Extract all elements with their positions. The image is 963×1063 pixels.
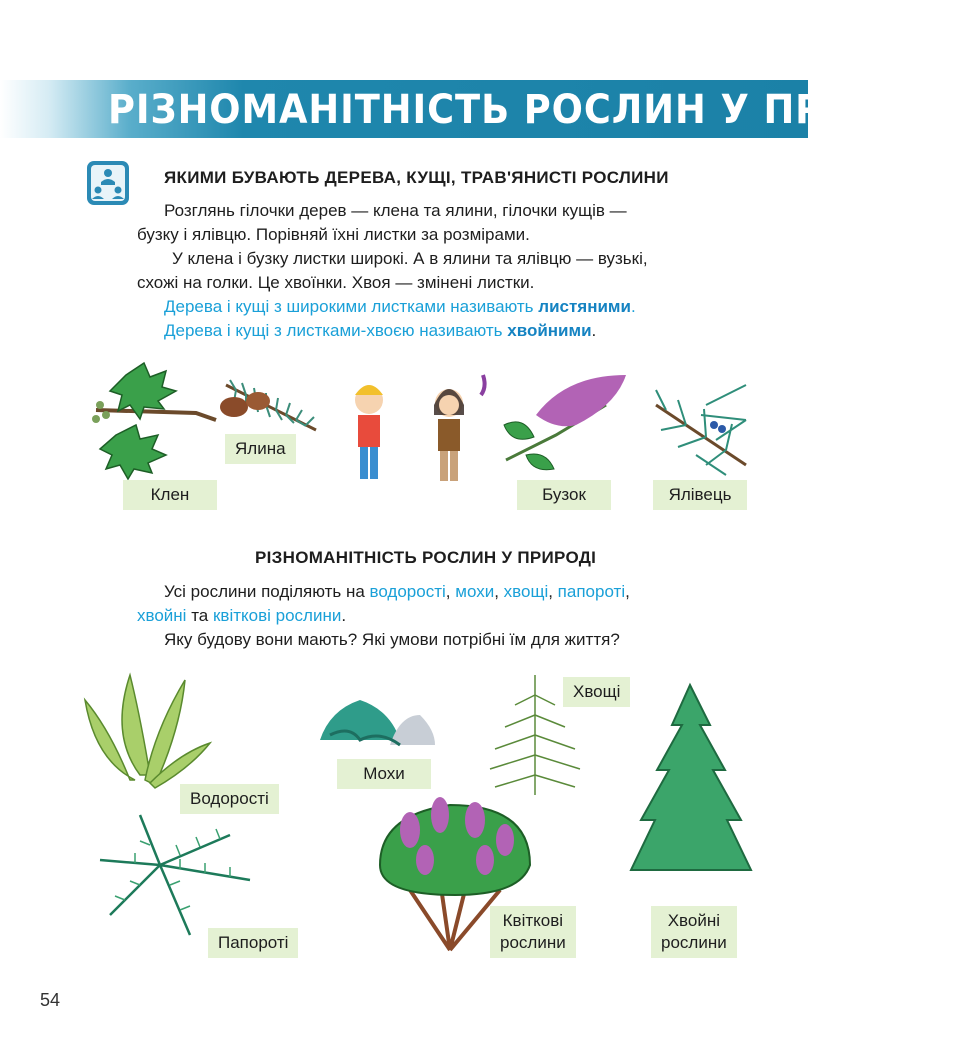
label-algae: Водорості xyxy=(180,784,279,814)
paragraph-line: У клена і бузку листки широкі. А в ялини та ялівцю — вузькі, xyxy=(172,249,648,268)
definition-line: Дерева і кущі з широкими листками називають листяними. xyxy=(164,297,636,316)
paragraph-line: хвойні та квіткові рослини. xyxy=(137,606,347,625)
term-deciduous: листяними xyxy=(538,297,631,316)
label-flowering: Квіткові рослини xyxy=(490,906,576,958)
section-heading-2: РІЗНОМАНІТНІСТЬ РОСЛИН У ПРИРОДІ xyxy=(255,548,597,567)
term-fern: папороті xyxy=(557,582,626,601)
term-flowering: квіткові рослини xyxy=(212,606,342,625)
label-spruce: Ялина xyxy=(225,434,296,464)
term-moss: мохи xyxy=(455,582,495,601)
term-conifer: хвойні xyxy=(137,606,187,625)
term-algae: водорості xyxy=(369,582,446,601)
term-coniferous: хвойними xyxy=(507,321,592,340)
section-heading-1: ЯКИМИ БУВАЮТЬ ДЕРЕВА, КУЩІ, ТРАВ'ЯНИСТІ РОСЛИНИ xyxy=(164,168,669,187)
moss-illustration xyxy=(320,700,435,745)
label-conifer: Хвойні рослини xyxy=(651,906,737,958)
children-illustration xyxy=(355,375,485,481)
algae-illustration xyxy=(85,675,210,788)
paragraph-line: схожі на голки. Це хвоїнки. Хвоя — змінені листки. xyxy=(137,273,535,292)
group-work-icon xyxy=(86,160,130,206)
page-title: РІЗНОМАНІТНІСТЬ РОСЛИН У ПРИРОДІ xyxy=(108,87,963,133)
conifer-tree-illustration xyxy=(631,685,751,932)
juniper-branch-illustration xyxy=(656,385,746,475)
label-maple: Клен xyxy=(123,480,217,510)
page-number: 54 xyxy=(40,990,61,1010)
label-juniper: Ялівець xyxy=(653,480,747,510)
label-fern: Папороті xyxy=(208,928,298,958)
paragraph-line: бузку і ялівцю. Порівняй їхні листки за розмірами. xyxy=(137,225,530,244)
spruce-branch-illustration xyxy=(220,380,316,430)
lilac-branch-illustration xyxy=(504,375,626,470)
definition-line: Дерева і кущі з листками-хвоєю називають хвойними. xyxy=(164,321,597,340)
label-horsetail: Хвощі xyxy=(563,677,630,707)
label-lilac: Бузок xyxy=(517,480,611,510)
paragraph-line: Усі рослини поділяють на водорості, мохи, хвощі, папороті, xyxy=(164,582,630,601)
term-horsetail: хвощі xyxy=(503,582,549,601)
label-moss: Мохи xyxy=(337,759,431,789)
fern-illustration xyxy=(100,815,250,935)
maple-branch-illustration xyxy=(92,363,216,479)
paragraph-line: Розглянь гілочки дерев — клена та ялини, гілочки кущів — xyxy=(164,201,627,220)
question-line: Яку будову вони мають? Які умови потрібні їм для життя? xyxy=(164,630,620,649)
